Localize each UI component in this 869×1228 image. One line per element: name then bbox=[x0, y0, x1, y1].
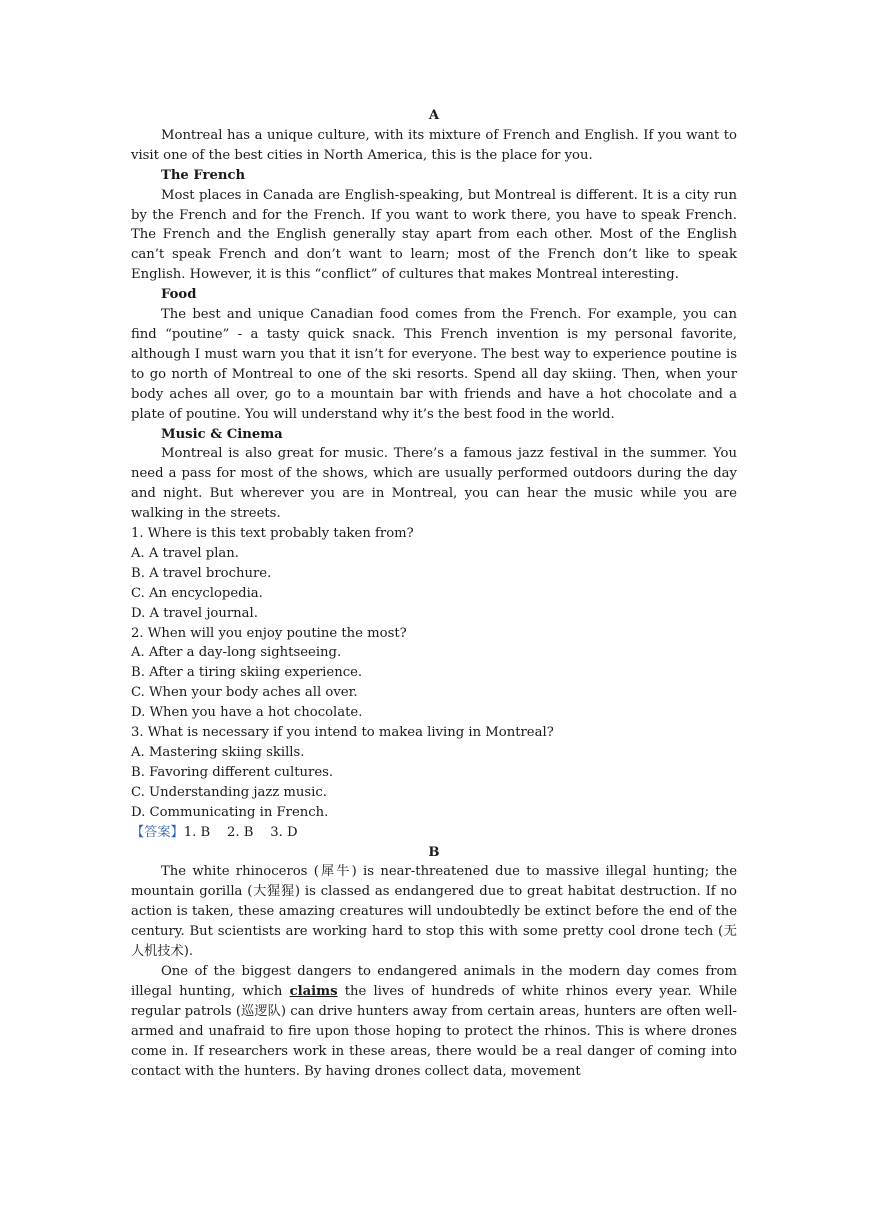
question-2: 2. When will you enjoy poutine the most? bbox=[131, 625, 407, 641]
question-1-option-d: D. A travel journal. bbox=[131, 605, 258, 621]
section-heading-music: Music & Cinema bbox=[161, 426, 283, 442]
passage-a-intro: Montreal has a unique culture, with its mixture of French and English. If you want to visit one of the best cities in North America, this is the place for you. bbox=[131, 127, 737, 163]
passage-b-p2-after: the lives of hundreds of white rhinos every year. While regular patrols (巡逻队) can drive hunters away from certain areas, hunters are often well-armed and unafraid to fire upon those hoping to protect the rhinos. This is where drones come in. If researchers work in these areas, there would be a real danger of coming into contact with the hunters. By having drones collect data, movement bbox=[131, 983, 737, 1079]
passage-b-paragraph-1: The white rhinoceros (犀牛) is near-threatened due to massive illegal hunting; the mountain gorilla (大猩猩) is classed as endangered due to great habitat destruction. If no action is taken, these amazing creatures will undoubtedly be extinct before the end of the century. But scientists are working hard to stop this with some pretty cool drone tech (无人机技术). bbox=[131, 864, 737, 960]
question-1: 1. Where is this text probably taken from? bbox=[131, 526, 414, 542]
question-1-option-c: C. An encyclopedia. bbox=[131, 585, 263, 601]
passage-b-paragraph-2 bbox=[131, 962, 737, 1081]
question-3-option-a: A. Mastering skiing skills. bbox=[131, 745, 305, 760]
passage-a-label: A bbox=[428, 108, 440, 123]
underlined-word-claims: claims bbox=[289, 983, 338, 999]
section-heading-french: The French bbox=[161, 167, 246, 183]
question-2-option-d: D. When you have a hot chocolate. bbox=[131, 705, 363, 721]
question-3-option-d: D. Communicating in French. bbox=[131, 804, 329, 820]
section-text-music: Montreal is also great for music. There’s a famous jazz festival in the summer. You need a pass for most of the shows, which are usually performed outdoors during the day and night. But wherever you are in Montreal, you can hear the music while you are walking in the streets. bbox=[131, 446, 737, 522]
question-1-option-a: A. A travel plan. bbox=[131, 545, 239, 561]
answer-text: 1. B 2. B 3. D bbox=[183, 824, 298, 840]
question-3: 3. What is necessary if you intend to makea living in Montreal? bbox=[131, 725, 554, 741]
question-3-option-b: B. Favoring different cultures. bbox=[131, 764, 334, 780]
answer-line bbox=[131, 823, 737, 843]
answer-label: 【答案】 bbox=[131, 824, 184, 840]
document-page bbox=[131, 106, 737, 1081]
question-2-option-b: B. After a tiring skiing experience. bbox=[131, 665, 363, 681]
question-2-option-c: C. When your body aches all over. bbox=[131, 685, 358, 701]
question-2-option-a: A. After a day-long sightseeing. bbox=[131, 645, 342, 661]
question-3-option-c: C. Understanding jazz music. bbox=[131, 784, 327, 800]
question-1-option-b: B. A travel brochure. bbox=[131, 565, 272, 581]
section-heading-food: Food bbox=[161, 287, 197, 303]
passage-b-label: B bbox=[428, 844, 440, 860]
passage-b-p2-before: One of the biggest dangers to endangered animals in the modern day comes from illegal hunting, which bbox=[131, 963, 737, 999]
section-text-french: Most places in Canada are English-speaking, but Montreal is different. It is a city run by the French and for the French. If you want to work there, you have to speak French. The French and the English generally stay apart from each other. Most of the English can’t speak French and don’t want to learn; most of the French don’t like to speak English. However, it is this “conflict” of cultures that makes Montreal interesting. bbox=[131, 187, 737, 283]
section-text-food: The best and unique Canadian food comes from the French. For example, you can find “poutine” - a tasty quick snack. This French invention is my personal favorite, although I must warn you that it isn’t for everyone. The best way to experience poutine is to go north of Montreal to one of the ski resorts. Spend all day skiing. Then, when your body aches all over, go to a mountain bar with friends and have a hot chocolate and a plate of poutine. You will understand why it’s the best food in the world. bbox=[131, 307, 737, 422]
